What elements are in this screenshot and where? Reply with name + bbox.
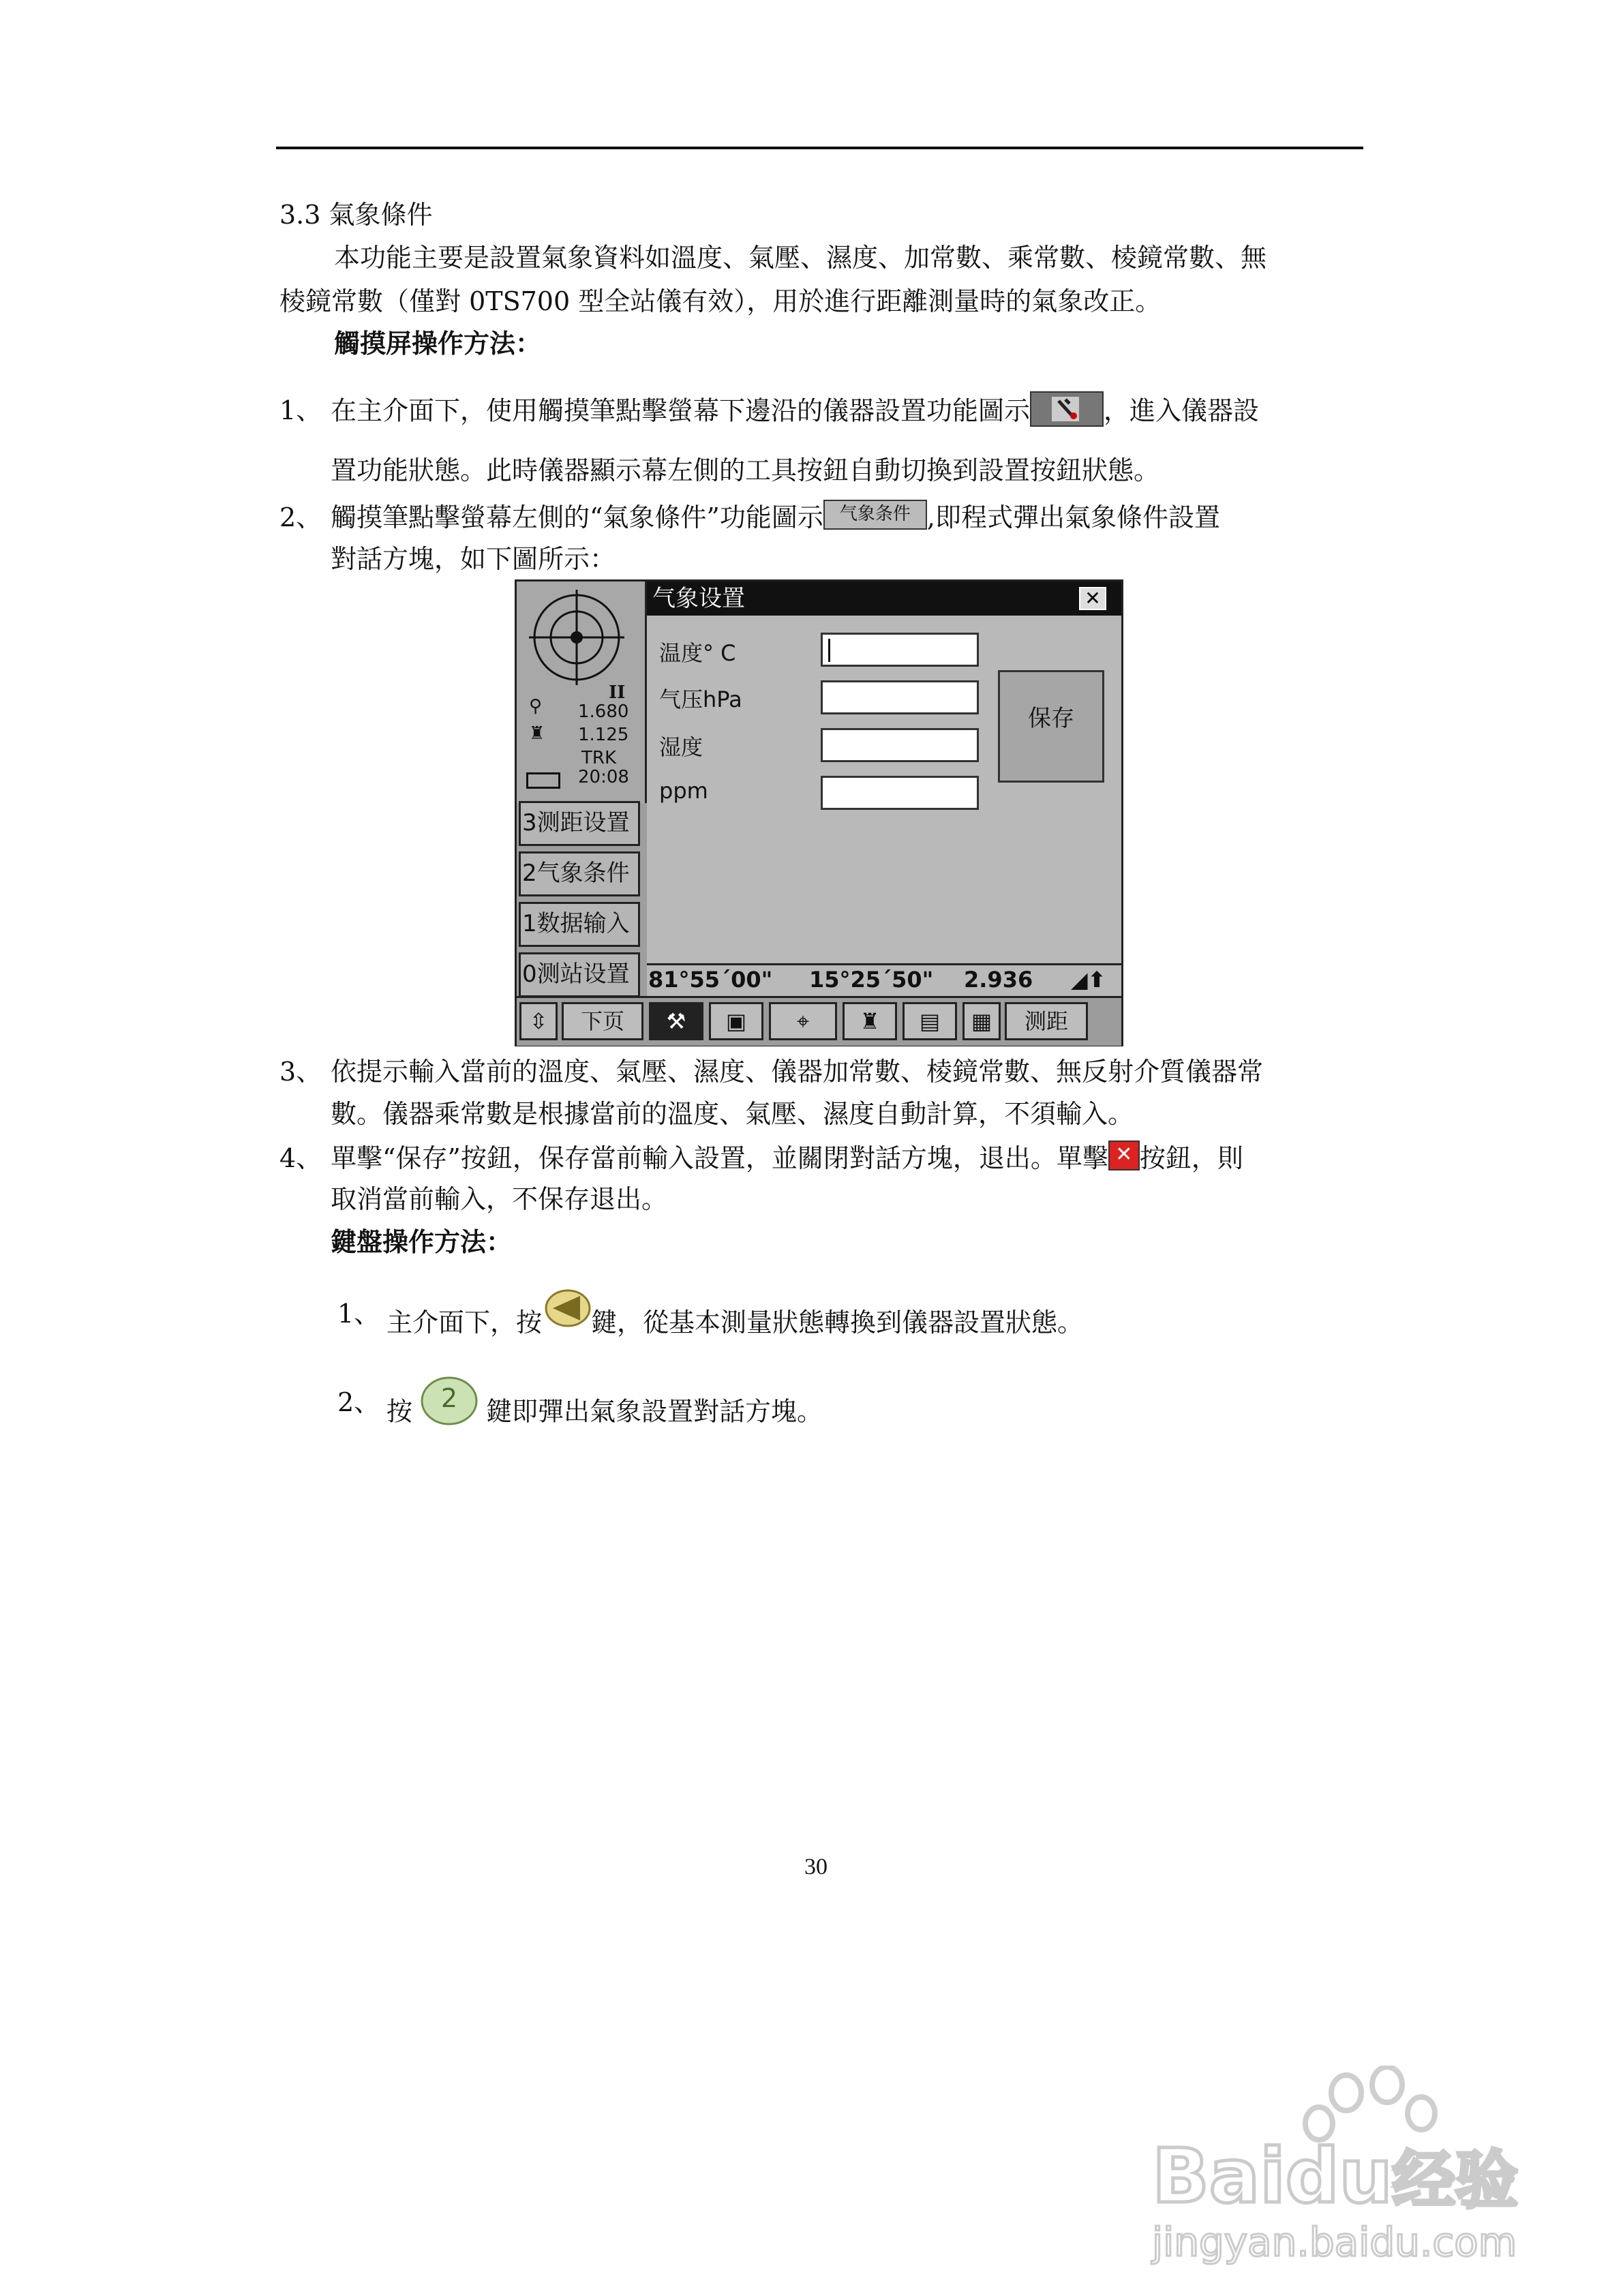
horizontal-angle: 81°55´00"	[648, 967, 773, 993]
distance-value: 2.936	[964, 967, 1033, 993]
save-disk-icon[interactable]: ▣	[709, 1002, 763, 1040]
close-icon[interactable]: ✕	[1079, 587, 1106, 610]
measure-distance-button[interactable]: 测距	[1005, 1002, 1088, 1040]
watermark-url: jingyan.baidu.com	[1152, 2219, 1517, 2265]
signal-icon: ◢⬆	[1071, 967, 1106, 993]
touch-heading: 觸摸屏操作方法：	[334, 328, 542, 359]
step-2-line-2: 對話方塊，如下圖所示：	[331, 544, 616, 574]
vertical-angle: 15°25´50"	[809, 967, 934, 993]
next-page-button[interactable]: 下页	[562, 1002, 643, 1040]
step-4-line-1: 單擊“保存”按鈕，保存當前輸入設置，並關閉對話方塊，退出。單擊 ✕ 按鈕，則	[331, 1143, 1243, 1176]
step-1-line-2: 置功能狀態。此時儀器顯示幕左側的工具按鈕自動切換到設置按鈕狀態。	[331, 455, 1160, 485]
section-title: 3.3 氣象條件	[279, 200, 433, 230]
step-4-number: 4、	[279, 1143, 322, 1173]
prism-height: 1.680	[578, 701, 629, 722]
settings-tool-icon	[1030, 391, 1104, 427]
intro-line-1: 本功能主要是設置氣象資料如溫度、氣壓、濕度、加常數、乘常數、棱鏡常數、無	[334, 243, 1267, 273]
temperature-label: 温度° C	[659, 640, 736, 666]
page-number: 30	[804, 1854, 828, 1879]
weather-dialog	[647, 616, 1121, 994]
clock-time: 20:08	[578, 767, 629, 787]
pressure-input[interactable]	[821, 680, 979, 714]
step-3-line-2: 數。儀器乘常數是根據當前的溫度、氣壓、濕度自動計算，不須輸入。	[331, 1099, 1134, 1129]
pressure-label: 气压hPa	[659, 686, 742, 712]
device-toolbar	[517, 996, 1121, 1046]
step-3-number: 3、	[279, 1057, 322, 1087]
settings-tool-icon[interactable]: ⚒	[649, 1002, 703, 1040]
ppm-label: ppm	[659, 778, 708, 804]
tripod-icon: ♜	[529, 723, 545, 744]
humidity-label: 湿度	[659, 734, 703, 760]
weather-condition-icon: 气象条件	[823, 500, 927, 530]
step-2-line-1: 觸摸筆點擊螢幕左側的“氣象條件”功能圖示 气象条件 ,即程式彈出氣象條件設置	[331, 502, 1220, 535]
side-btn-data-input[interactable]: 1数据输入	[519, 902, 640, 947]
kb-step-2-text: 按 2 鍵即彈出氣象設置對話方塊。	[386, 1387, 823, 1440]
side-btn-station-setup[interactable]: 0测站设置	[519, 952, 640, 997]
step-1-line-1: 在主介面下，使用觸摸筆點擊螢幕下邊沿的儀器設置功能圖示 ，進入儀器設	[331, 395, 1259, 431]
side-btn-distance-settings[interactable]: 3测距设置	[519, 801, 640, 846]
battery-icon	[526, 772, 560, 789]
crosshair-icon	[529, 590, 624, 685]
ppm-input[interactable]	[821, 776, 979, 810]
side-btn-weather[interactable]: 2气象条件	[519, 851, 640, 896]
header-rule	[276, 147, 1363, 149]
device-screenshot	[515, 579, 1123, 1046]
save-button[interactable]: 保存	[998, 670, 1104, 783]
dialog-title: 气象设置	[652, 585, 745, 612]
dialog-titlebar	[647, 581, 1121, 616]
watermark-brand: Baidu经验	[1152, 2132, 1518, 2220]
text-cursor	[828, 639, 830, 662]
instrument-height: 1.125	[578, 725, 629, 745]
mode-indicator: II	[609, 682, 626, 703]
step-1-number: 1、	[279, 395, 322, 425]
device-status-panel	[517, 581, 647, 803]
angle-readout-bar	[647, 963, 1121, 996]
humidity-input[interactable]	[821, 728, 979, 762]
kb-step-1-text: 主介面下，按 鍵，從基本測量狀態轉換到儀器設置狀態。	[386, 1299, 1083, 1351]
left-arrow-key-icon	[542, 1288, 591, 1340]
kb-step-1-number: 1、	[337, 1299, 380, 1329]
track-mode: TRK	[581, 748, 616, 768]
kb-step-2-number: 2、	[337, 1387, 380, 1417]
keyboard-heading: 鍵盤操作方法：	[331, 1226, 513, 1257]
baidu-watermark	[1152, 2066, 1588, 2270]
station-icon[interactable]: ♜	[843, 1002, 897, 1040]
number-2-key-icon: 2	[418, 1375, 481, 1428]
step-3-line-1: 依提示輸入當前的溫度、氣壓、濕度、儀器加常數、棱鏡常數、無反射介質儀器常	[331, 1057, 1264, 1087]
scroll-arrows-icon[interactable]: ⇳	[519, 1002, 558, 1040]
temperature-input[interactable]	[821, 633, 979, 667]
step-2-number: 2、	[279, 502, 322, 532]
close-icon: ✕	[1108, 1141, 1140, 1170]
step-4-line-2: 取消當前輸入，不保存退出。	[331, 1184, 668, 1214]
file-folder-icon[interactable]: ▤	[902, 1002, 957, 1040]
prism-icon: ⚲	[529, 696, 543, 716]
measure-mode-icon[interactable]: ⌖	[769, 1002, 837, 1040]
keyboard-icon[interactable]: ▦	[962, 1002, 1001, 1040]
intro-line-2: 棱鏡常數（僅對 0TS700 型全站儀有效），用於進行距離測量時的氣象改正。	[279, 286, 1162, 316]
